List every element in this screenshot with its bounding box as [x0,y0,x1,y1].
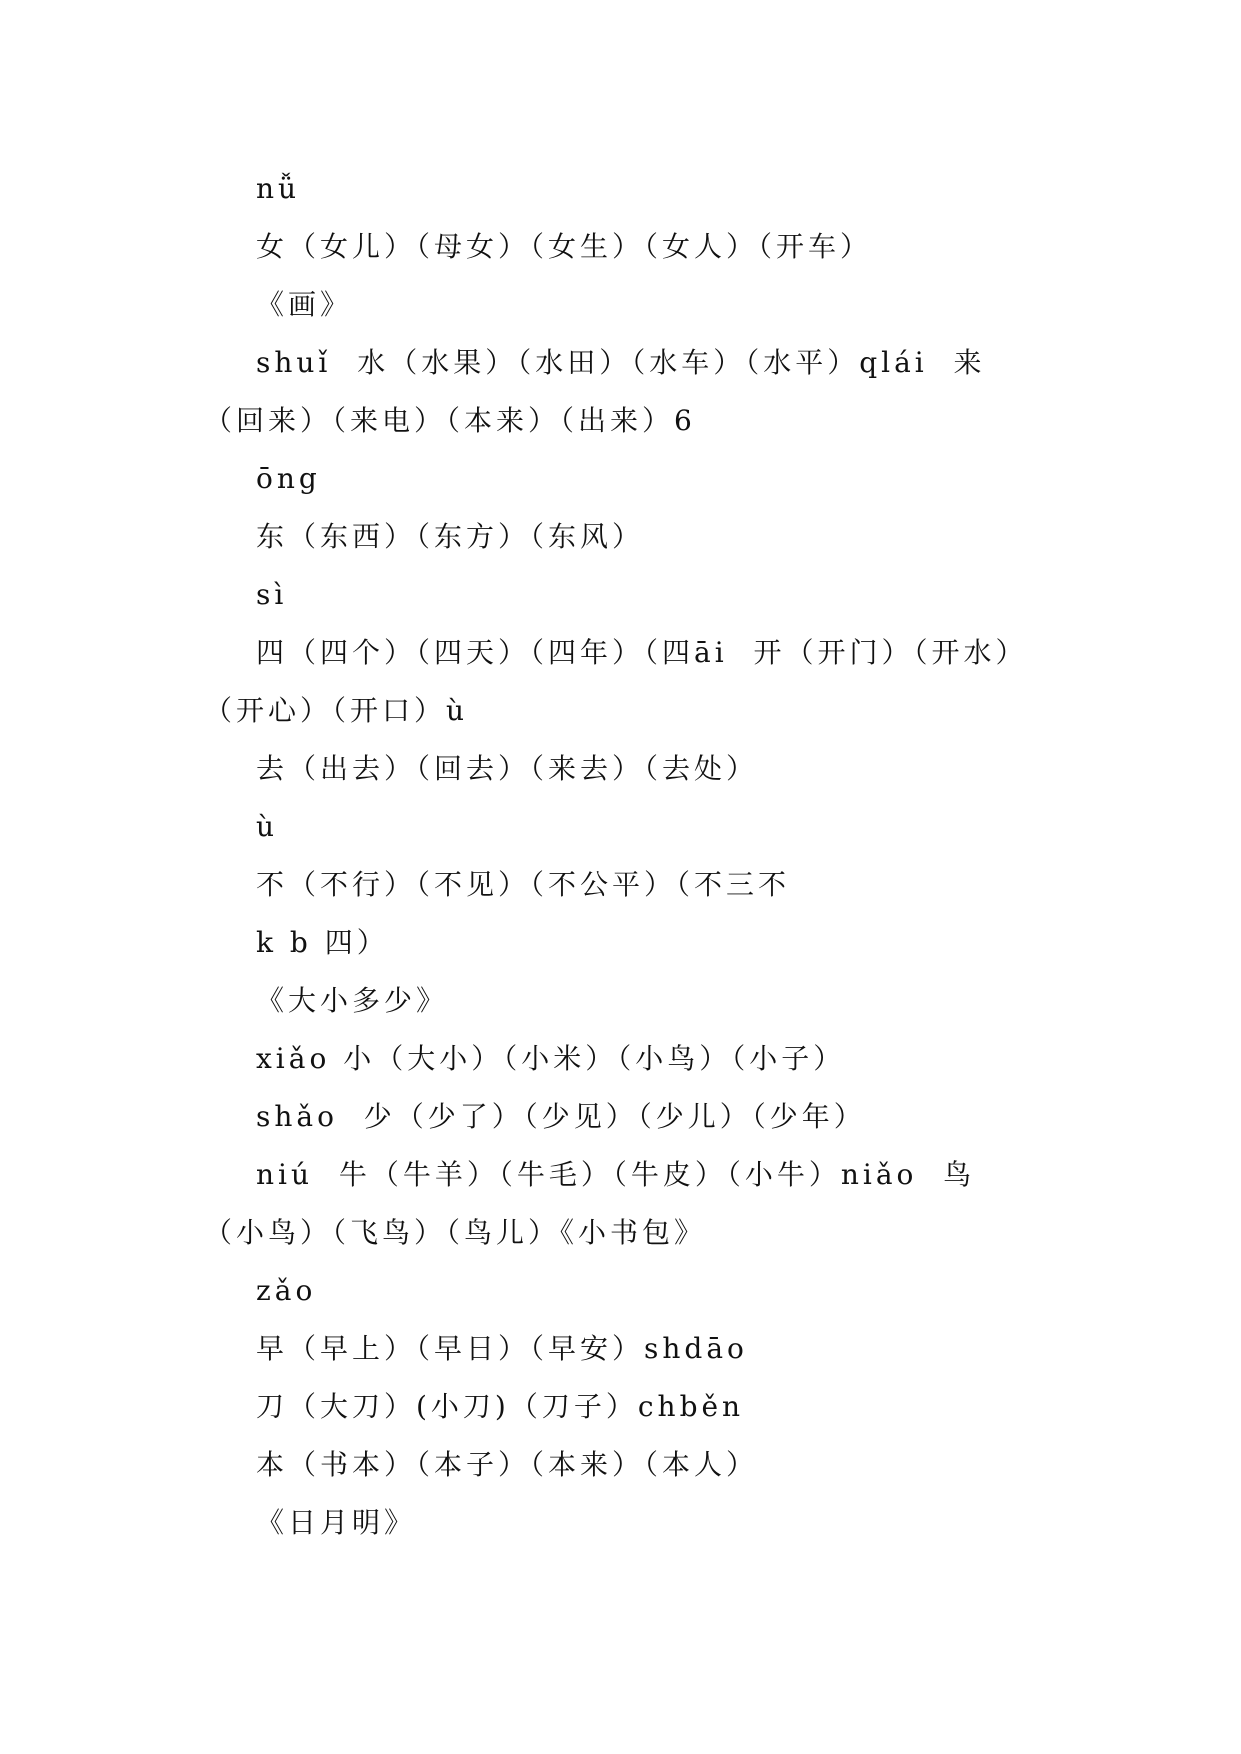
text-line: 四（四个）（四天）（四年）（四āi 开（开门）（开水） [256,636,1028,669]
text-line: zǎo [256,1274,317,1307]
text-line: niú 牛（牛羊）（牛毛）（牛皮）（小牛）niǎo 鸟 [256,1158,976,1191]
text-line: （小鸟）（飞鸟）（鸟儿）《小书包》 [204,1216,707,1249]
text-line: shuǐ 水（水果）（水田）（水车）（水平）qlái 来 [256,346,986,379]
text-line: 刀（大刀）(小刀)（刀子）chběn [256,1390,745,1423]
text-line: 《日月明》 [256,1506,417,1539]
text-line: k b 四） [256,926,389,959]
text-line: 东（东西）（东方）（东风） [256,520,645,553]
text-line: 本（书本）（本子）（本来）（本人） [256,1448,759,1481]
text-line: nǚ [256,172,301,205]
text-line: ōng [256,462,321,495]
text-line: sì [256,578,288,611]
text-line: 《画》 [256,288,353,321]
text-line: ù [256,810,279,843]
document-body [204,160,1104,1552]
text-line: 女（女儿）（母女）（女生）（女人）（开车） [256,230,873,263]
text-line: （开心）（开口）ù [204,694,469,727]
text-line: 不（不行）（不见）（不公平）（不三不 [256,868,791,901]
text-line: 《大小多少》 [256,984,449,1017]
text-line: 去（出去）（回去）（来去）（去处） [256,752,759,785]
text-line: xiǎo 小（大小）（小米）（小鸟）（小子） [256,1042,846,1075]
text-line: （回来）（来电）（本来）（出来）6 [204,404,696,437]
text-line: 早（早上）（早日）（早安）shdāo [256,1332,748,1365]
text-line: shǎo 少（少了）（少见）（少儿）（少年） [256,1100,866,1133]
